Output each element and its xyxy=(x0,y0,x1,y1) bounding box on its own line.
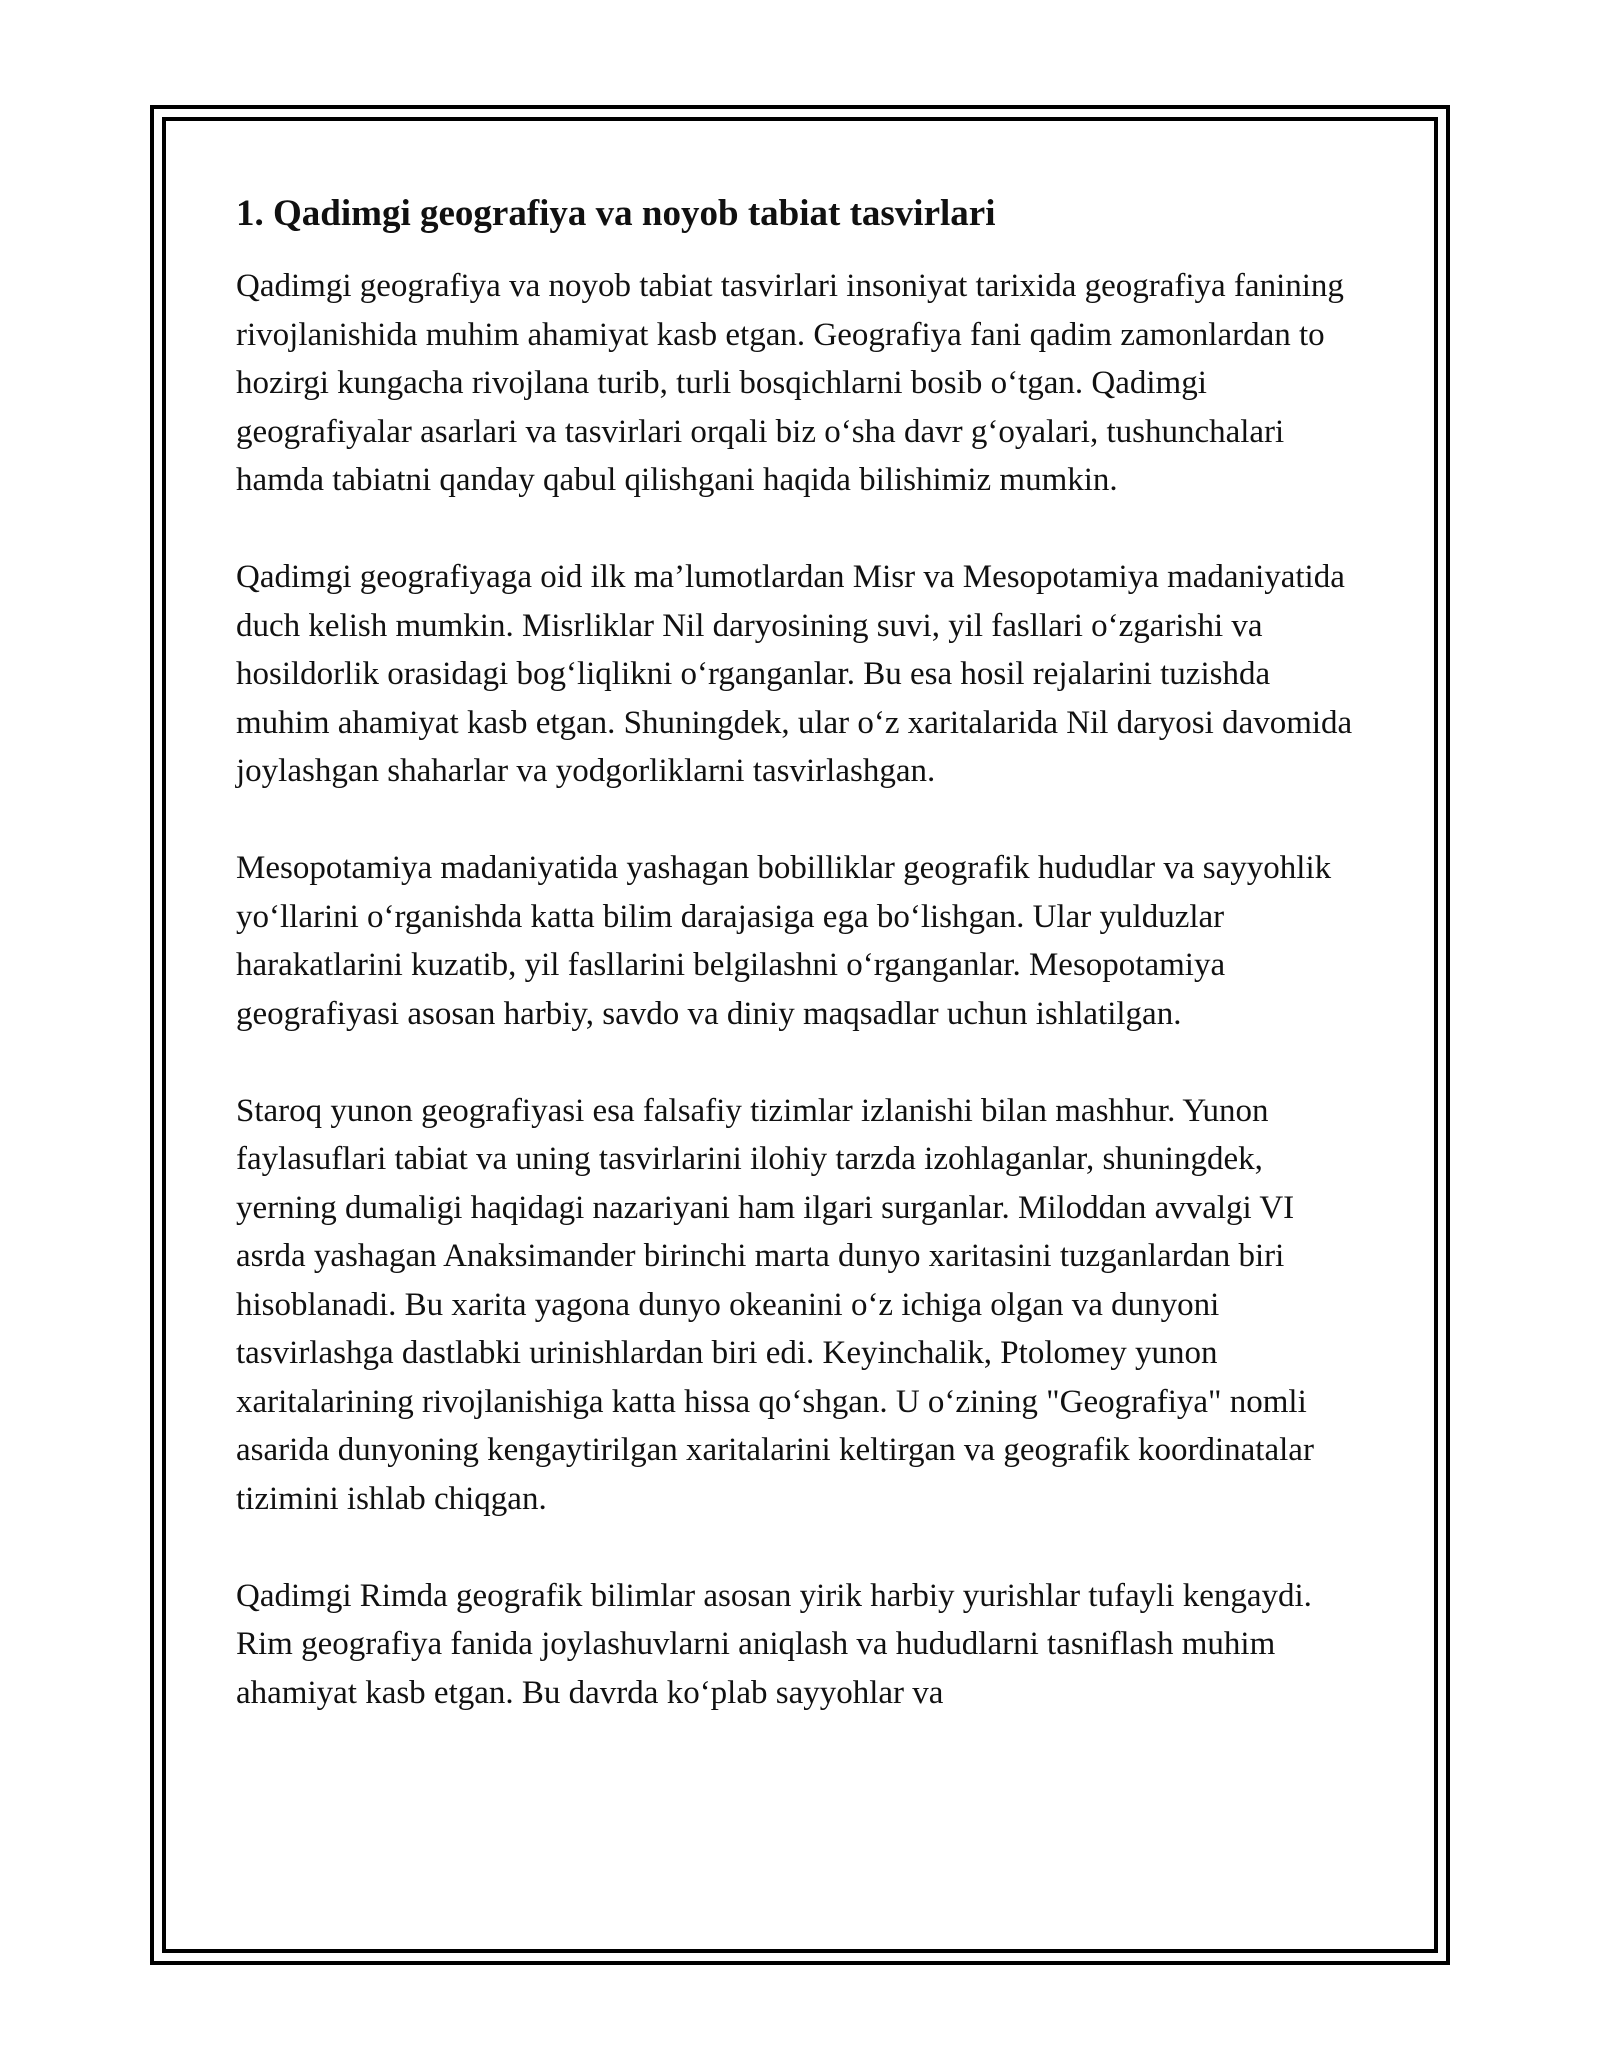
paragraph-1: Qadimgi geografiya va noyob tabiat tasvirlari insoniyat tarixida geografiya fanining rivojlanishida muhim ahamiyat kasb etgan. Geografiya fani qadim zamonlardan to hozirgi kungacha rivojlana turib, turli bosqichlarni bosib o‘tgan. Qadimgi geografiyalar asarlari va tasvirlari orqali biz o‘sha davr g‘oyalari, tushunchalari hamda tabiatni qanday qabul qilishgani haqida bilishimiz mumkin. xyxy=(236,268,1344,498)
paragraph-2: Qadimgi geografiyaga oid ilk ma’lumotlardan Misr va Mesopotamiya madaniyatida duch kelish mumkin. Misrliklar Nil daryosining suvi, yil fasllari o‘zgarishi va hosildorlik orasidagi bog‘liqlikni o‘rganganlar. Bu esa hosil rejalarini tuzishda muhim ahamiyat kasb etgan. Shuningdek, ular o‘z xaritalarida Nil daryosi davomida joylashgan shaharlar va yodgorliklarni tasvirlashgan. xyxy=(236,559,1353,789)
paragraph-5: Qadimgi Rimda geografik bilimlar asosan yirik harbiy yurishlar tufayli kengaydi. Rim geografiya fanida joylashuvlarni aniqlash va hududlarni tasniflash muhim ahamiyat kasb etgan. Bu davrda ko‘plab sayyohlar va xyxy=(236,1577,1312,1711)
document-body xyxy=(236,190,1366,1766)
paragraph-3: Mesopotamiya madaniyatida yashagan bobilliklar geografik hududlar va sayyohlik yo‘llarini o‘rganishda katta bilim darajasiga ega bo‘lishgan. Ular yulduzlar harakatlarini kuzatib, yil fasllarini belgilashni o‘rganganlar. Mesopotamiya geografiyasi asosan harbiy, savdo va diniy maqsadlar uchun ishlatilgan. xyxy=(236,850,1332,1032)
paragraph-4: Staroq yunon geografiyasi esa falsafiy tizimlar izlanishi bilan mashhur. Yunon faylasuflari tabiat va uning tasvirlarini ilohiy tarzda izohlaganlar, shuningdek, yerning dumaligi haqidagi nazariyani ham ilgari surganlar. Miloddan avvalgi VI asrda yashagan Anaksimander birinchi marta dunyo xaritasini tuzganlardan biri hisoblanadi. Bu xarita yagona dunyo okeanini o‘z ichiga olgan va dunyoni tasvirlashga dastlabki urinishlardan biri edi. Keyinchalik, Ptolomey yunon xaritalarining rivojlanishiga katta hissa qo‘shgan. U o‘zining "Geografiya" nomli asarida dunyoning kengaytirilgan xaritalarini keltirgan va geografik koordinatalar tizimini ishlab chiqgan. xyxy=(236,1092,1314,1517)
section-heading: 1. Qadimgi geografiya va noyob tabiat tasvirlari xyxy=(236,193,996,234)
